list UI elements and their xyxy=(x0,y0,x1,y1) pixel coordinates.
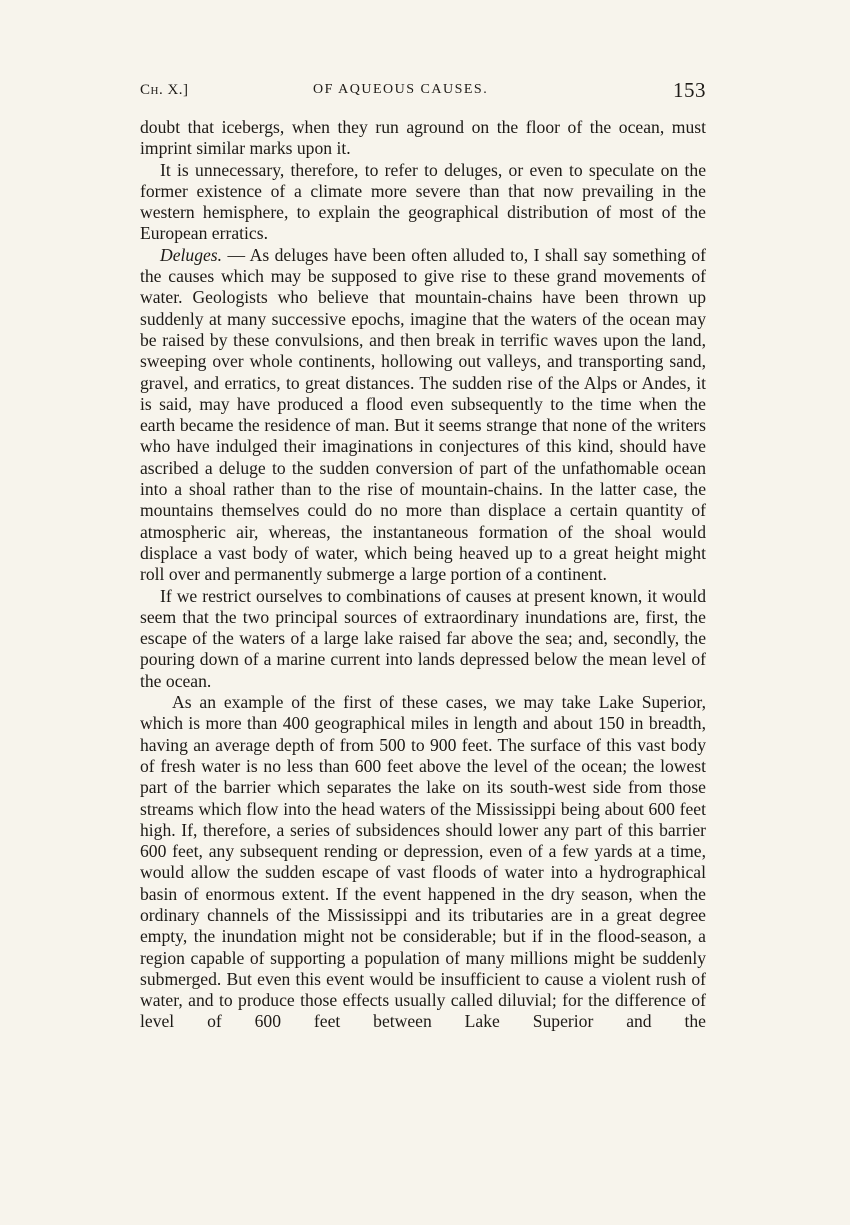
running-head xyxy=(140,78,706,102)
paragraph-lake-superior: As an example of the first of these cases, we may take Lake Superior, which is more than 400 geographical miles in length and about 150 in breadth, having an average depth of from 500 to 900 feet. The surface of this vast body of fresh water is no less than 600 feet above the level of the ocean; the lowest part of the barrier which separates the lake on its south-west side from those streams which flow into the head waters of the Mississippi being about 600 feet high. If, therefore, a series of subsidences should lower any part of this barrier 600 feet, any subsequent rending or depression, even of a few yards at a time, would allow the sudden escape of vast floods of water into a hydrographical basin of enormous extent. If the event happened in the dry season, when the ordinary channels of the Mississippi and its tributaries are in a great degree empty, the inundation might not be considerable; but if in the flood-season, a region capable of supporting a population of many millions might be suddenly submerged. But even this event would be insufficient to cause a violent rush of water, and to produce those effects usually called diluvial; for the difference of level of 600 feet between Lake Superior and the xyxy=(140,692,706,1032)
running-title: OF AQUEOUS CAUSES. xyxy=(313,82,489,97)
paragraph-deluges-text: — As deluges have been often alluded to, I shall say something of the causes which may be supposed to give rise to these grand movements of water. Geologists who believe that mountain-chains have been thrown up suddenly at many successive epochs, imagine that the waters of the ocean may be raised by these convulsions, and then break in terrific waves upon the land, sweeping over whole continents, hollowing out valleys, and transporting sand, gravel, and erratics, to great distances. The sudden rise of the Alps or Andes, it is said, may have produced a flood even subsequently to the time when the earth became the residence of man. But it seems strange that none of the writers who have indulged their imaginations in conjectures of this kind, should have ascribed a deluge to the sudden conversion of part of the unfathomable ocean into a shoal rather than to the rise of mountain-chains. In the latter case, the mountains themselves could do no more than displace a certain quantity of atmospheric air, whereas, the instantaneous formation of the shoal would displace a vast body of water, which being heaved up to a great height might roll over and permanently submerge a large portion of a continent. xyxy=(140,244,706,585)
book-page xyxy=(140,78,706,1033)
page-number: 153 xyxy=(673,78,706,102)
paragraph-continuation: doubt that icebergs, when they run aground on the floor of the ocean, must imprint similar marks upon it. xyxy=(140,117,706,159)
paragraph-inundation-sources: If we restrict ourselves to combinations of causes at present known, it would seem that the two principal sources of extraordinary inundations are, first, the escape of the waters of a large lake raised far above the sea; and, secondly, the pouring down of a marine current into lands depressed below the mean level of the ocean. xyxy=(140,585,706,691)
chapter-reference: Ch. X.] xyxy=(140,82,189,98)
paragraph-erratics: It is unnecessary, therefore, to refer to deluges, or even to speculate on the former existence of a climate more severe than that now prevailing in the western hemisphere, to explain the geographical distribution of most of the European erratics. xyxy=(140,159,706,244)
paragraph-deluges xyxy=(140,245,706,586)
body-text xyxy=(140,117,706,1033)
section-run-in-heading: Deluges. xyxy=(160,244,223,265)
